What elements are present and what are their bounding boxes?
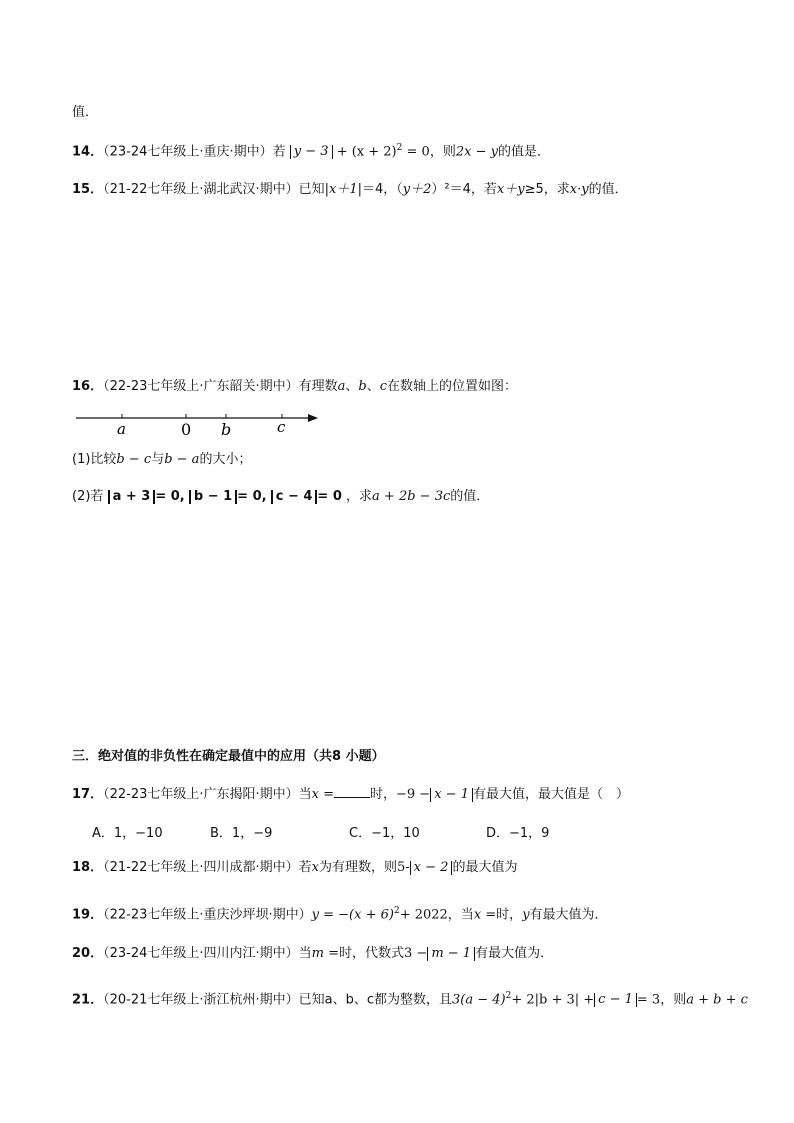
question-number: 17．	[72, 787, 104, 802]
math-abs: a + 3	[108, 490, 156, 504]
question-number: 15．	[72, 182, 104, 197]
text: 与	[151, 452, 165, 467]
text: 有最大值为．	[529, 907, 608, 923]
math-abs: y − 3	[290, 145, 333, 159]
text: 的值．	[450, 489, 490, 504]
math-var: b	[358, 379, 367, 394]
text: ，则	[429, 144, 456, 160]
math-expr: x＋1	[329, 182, 358, 197]
question-source: （23-24七年级上·四川内江·期中）当	[103, 946, 312, 961]
answer-blank	[334, 785, 370, 798]
math-expr: 5-	[397, 860, 410, 875]
text: 在数轴上的位置如图：	[387, 379, 518, 394]
number-line-figure	[72, 404, 332, 440]
math-expr: m =	[311, 946, 339, 961]
math-abs: x − 1	[430, 788, 473, 802]
math-expr: y = −(x + 6)	[311, 907, 394, 923]
question-number: 19．	[72, 907, 104, 923]
math-expr: 2x − y	[455, 144, 498, 160]
text: 的大小；	[199, 452, 252, 467]
question-source: （22-23七年级上·广东韶关·期中）有理数	[103, 379, 338, 394]
math-expr: x＋y	[496, 182, 525, 197]
math-expr: a + b + c	[686, 992, 748, 1008]
label-0: 0	[181, 420, 192, 439]
question-16-part-2	[72, 488, 489, 506]
math-exponent: 2	[393, 906, 400, 916]
text: ，求	[346, 489, 373, 504]
math-expr: = 0	[406, 144, 430, 160]
math-expr: + (x + 2)	[336, 144, 397, 160]
math-var: c	[379, 379, 388, 394]
option-c: C．−1，10	[349, 826, 420, 841]
label-c: c	[277, 418, 286, 436]
question-source: （22-23七年级上·重庆沙坪坝·期中）	[103, 907, 312, 923]
text: 的值．	[588, 182, 628, 197]
question-number: 21．	[72, 992, 104, 1008]
question-16-part-1	[72, 451, 251, 469]
math-expr: + 2022	[399, 907, 448, 923]
text: ）²＝4，若	[431, 182, 497, 197]
math-exponent: 2	[505, 991, 512, 1001]
text: 、	[345, 379, 359, 394]
text: 有最大值为．	[475, 946, 554, 961]
math-expr: b − c	[116, 452, 152, 467]
math-expr: x =	[473, 907, 497, 923]
math-expr: b − a	[164, 452, 200, 467]
math-abs: b − 1	[189, 490, 237, 504]
math-expr: x =	[311, 787, 334, 802]
question-source: （22-23七年级上·广东揭阳·期中）当	[103, 787, 312, 802]
arrow-right-icon	[308, 414, 318, 422]
text: ，则	[660, 992, 687, 1008]
text: ≥5，求	[524, 182, 570, 197]
question-source: （23-24七年级上·重庆·期中）若	[103, 144, 286, 160]
question-18	[72, 859, 517, 877]
text: (1)比较	[72, 452, 117, 467]
option-d: D．−1，9	[486, 826, 550, 841]
text: 有最大值，最大值是（ ）	[472, 787, 629, 802]
math-eq: = 0	[317, 489, 342, 504]
option-b: B．1，−9	[210, 826, 273, 841]
continuation-text: 值．	[72, 105, 99, 120]
label-b: b	[221, 420, 232, 439]
math-var: y	[522, 907, 530, 923]
text: 为有理数，则	[318, 860, 397, 875]
math-abs: m − 1	[427, 947, 475, 961]
question-source: （21-22七年级上·四川成都·期中）若	[103, 860, 312, 875]
question-16	[72, 378, 517, 396]
text: |＝4，（	[357, 182, 403, 197]
question-source: （21-22七年级上·湖北武汉·期中）已知|	[103, 182, 330, 197]
math-abs: x − 2	[410, 861, 453, 875]
question-number: 18．	[72, 860, 104, 875]
math-expr: y＋2	[402, 182, 432, 197]
math-var: x	[311, 860, 319, 875]
math-expr: −9 −	[396, 787, 431, 802]
math-expr: = 3	[636, 992, 661, 1008]
question-source: （20-21七年级上·浙江杭州·期中）已知a、b、c都为整数，且	[103, 992, 452, 1008]
label-a: a	[117, 420, 126, 438]
question-15	[72, 181, 628, 199]
question-17	[72, 785, 629, 804]
math-eq: = 0,	[237, 489, 267, 504]
option-a: A．1，−10	[92, 826, 163, 841]
text: 时，	[370, 787, 397, 802]
text: 的最大值为	[452, 860, 518, 875]
question-number: 14．	[72, 144, 104, 160]
math-expr: + 2|b + 3| +	[511, 992, 595, 1008]
math-eq: = 0,	[155, 489, 185, 504]
text: 时，	[496, 907, 523, 923]
question-20	[72, 945, 553, 963]
math-expr: 3 −	[404, 946, 428, 961]
question-number: 20．	[72, 946, 104, 961]
math-expr: a + 2b − 3c	[372, 489, 451, 504]
text: 、	[366, 379, 380, 394]
math-exponent: 2	[396, 143, 403, 153]
question-19	[72, 902, 608, 924]
text: ，当	[447, 907, 474, 923]
text: 的值是．	[497, 144, 550, 160]
question-number: 16．	[72, 379, 104, 394]
math-abs: c − 1	[594, 993, 637, 1007]
section-heading: 三．绝对值的非负性在确定最值中的应用（共8 小题）	[72, 749, 385, 764]
question-14	[72, 139, 550, 161]
math-expr: 3(a − 4)	[452, 992, 506, 1008]
math-var: a	[337, 379, 346, 394]
text: 时，代数式	[339, 946, 405, 961]
text: (2)若	[72, 489, 104, 504]
math-expr: x·y	[569, 182, 589, 197]
question-21	[72, 987, 748, 1009]
math-abs: c − 4	[271, 490, 318, 504]
